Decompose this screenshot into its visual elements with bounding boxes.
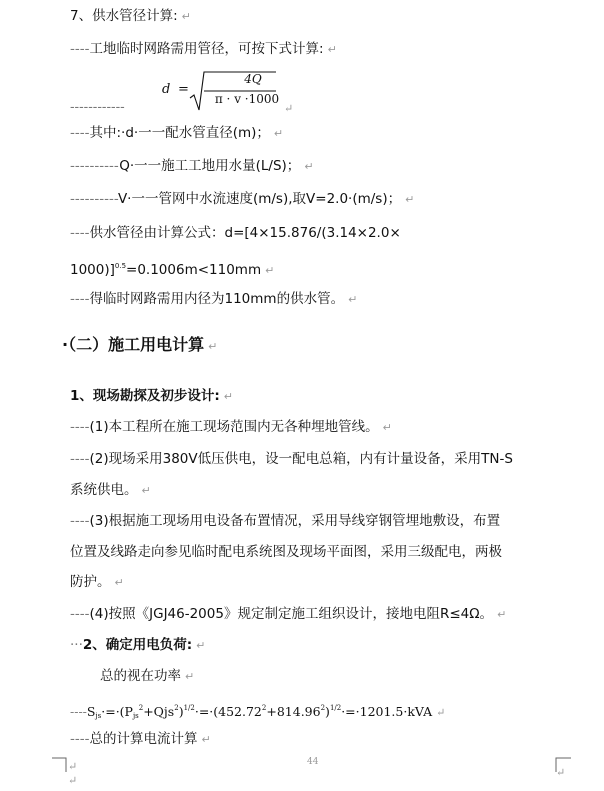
- formula-part: ·=·(452.72: [194, 704, 262, 719]
- subscript: js: [95, 712, 102, 720]
- paragraph-mark: ↵: [273, 127, 284, 140]
- heading-text: 1、现场勘探及初步设计:: [70, 388, 220, 404]
- indent-dots: ----: [70, 606, 90, 622]
- paragraph-mark: ↵: [208, 340, 218, 353]
- paragraph-mark: ↵: [141, 484, 151, 497]
- page-number-text: 44: [307, 757, 319, 767]
- line-text: =0.1006m<110mm: [126, 262, 262, 278]
- definition-q: [70, 157, 314, 176]
- paragraph-mark: ↵: [196, 639, 206, 652]
- total-current-label: [70, 730, 211, 749]
- indent-dots: ----: [70, 419, 90, 435]
- result-line: [70, 290, 357, 309]
- exponent: 1/2: [329, 704, 342, 712]
- item-1: [70, 418, 392, 437]
- formula-part: +Qjs: [143, 704, 175, 719]
- paragraph-mark: ↵: [265, 264, 275, 277]
- line-text: 位置及线路走向参见临时配电系统图及现场平面图，采用三级配电，两极: [70, 544, 502, 560]
- exponent: 2: [174, 704, 179, 712]
- line-text: 系统供电。: [70, 482, 138, 498]
- line-text: 总的计算电流计算: [89, 731, 198, 747]
- heading-text: 2、确定用电负荷:: [82, 637, 193, 653]
- section-heading: [62, 336, 217, 356]
- indent-dots: ----------: [70, 158, 120, 174]
- line-text: (2)现场采用380V低压供电，设一配电总箱，内有计量设备，采用TN-S: [89, 451, 513, 467]
- heading-text: （二）施工用电计算: [68, 335, 205, 354]
- paragraph-mark: ↵: [304, 160, 314, 173]
- formula-part: +814.96: [266, 704, 321, 719]
- indent-dots: ···: [70, 637, 83, 653]
- line-text: 得临时网路需用内径为110mm的供水管。: [89, 291, 345, 307]
- line-text: Q·一一施工工地用水量(L/S)；: [119, 158, 301, 174]
- paragraph-mark: ↵: [556, 766, 566, 779]
- apparent-power-formula: [70, 699, 445, 725]
- section-7-heading: [70, 7, 191, 26]
- exponent: 2: [138, 704, 144, 712]
- line-text: (3)根据施工现场用电设备布置情况，采用导线穿钢管埋地敷设，布置: [89, 513, 501, 529]
- line-text: 工地临时网路需用管径，可按下式计算:: [89, 41, 324, 57]
- line-text: 1000)]: [70, 262, 115, 278]
- item-3: [70, 512, 500, 530]
- formula-part: ·=·(P: [101, 704, 133, 719]
- subscript: js: [132, 712, 139, 720]
- indent-dots: ----: [70, 41, 90, 57]
- item-4: [70, 605, 506, 624]
- item-2: [70, 450, 513, 468]
- paragraph-mark: ↵: [185, 670, 195, 683]
- paragraph-mark: ↵: [181, 10, 191, 23]
- indent-dots: ----------: [70, 191, 118, 207]
- paragraph-mark: ↵: [436, 706, 446, 719]
- indent-dots: ----: [70, 731, 90, 747]
- paragraph-mark: ↵: [68, 774, 78, 787]
- symbol-s: S: [86, 704, 96, 719]
- formula-part: ·=·1201.5·kVA: [341, 704, 433, 719]
- formula-lhs: d: [162, 82, 171, 97]
- definition-d: [70, 124, 283, 143]
- item-3-cont: [70, 573, 124, 592]
- calc-line-2: [70, 257, 274, 280]
- text-line: [70, 40, 337, 59]
- indent-dots: ----: [70, 125, 90, 141]
- line-text: 供水管径由计算公式：d=[4×15.876/(3.14×2.0×: [89, 225, 401, 241]
- line-text: V·一一管网中水流速度(m/s),取V=2.0·(m/s)；: [117, 191, 402, 207]
- indent-dots: ----: [70, 291, 90, 307]
- line-text: 总的视在功率: [100, 668, 181, 684]
- indent-dots: ------------: [70, 99, 125, 115]
- line-text: (4)按照《JGJ46-2005》规定制定施工组织设计，接地电阻R≤4Ω。: [89, 606, 494, 622]
- exponent: 2: [261, 704, 267, 712]
- paragraph-mark: ↵: [68, 760, 78, 773]
- calc-line-1: [70, 224, 401, 242]
- paragraph-mark: ↵: [223, 390, 234, 403]
- subsection-heading-2: [70, 636, 205, 655]
- formula-numerator: 4Q: [244, 72, 262, 86]
- paragraph-mark: ↵: [284, 102, 294, 115]
- item-3-cont: [70, 543, 502, 561]
- heading-text: 7、供水管径计算:: [70, 8, 178, 24]
- page-number: [307, 757, 318, 767]
- indent-dots: ----: [70, 513, 90, 529]
- paragraph-mark: ↵: [405, 193, 415, 206]
- indent-dots: ----: [70, 451, 90, 467]
- paragraph-mark: ↵: [327, 43, 337, 56]
- formula-part: ): [325, 704, 330, 719]
- paragraph-mark: ↵: [497, 608, 507, 621]
- paragraph-mark: ↵: [382, 421, 392, 434]
- paragraph-mark: ↵: [348, 293, 358, 306]
- formula-denominator: π · v ·1000: [214, 92, 280, 106]
- paragraph-mark: ↵: [201, 733, 211, 746]
- exponent: 1/2: [183, 704, 195, 712]
- formula-equals: =: [178, 82, 189, 97]
- formula-part: ): [178, 704, 184, 719]
- exponent: 0.5: [114, 262, 127, 270]
- formula-line-dots: [70, 98, 125, 116]
- subsection-heading: [70, 387, 233, 406]
- line-text: 其中:·d·一一配水管直径(m)；: [89, 125, 270, 141]
- heading-bullet: ·: [62, 335, 69, 354]
- definition-v: [70, 190, 414, 209]
- line-text: (1)本工程所在施工现场范围内无各种埋地管线。: [89, 419, 379, 435]
- paragraph-mark: ↵: [114, 576, 124, 589]
- apparent-power-label: [100, 667, 194, 686]
- indent-dots: ----: [70, 704, 87, 719]
- item-2-cont: [70, 481, 151, 500]
- line-text: 防护。: [70, 574, 111, 590]
- exponent: 2: [320, 704, 326, 712]
- indent-dots: ----: [70, 225, 90, 241]
